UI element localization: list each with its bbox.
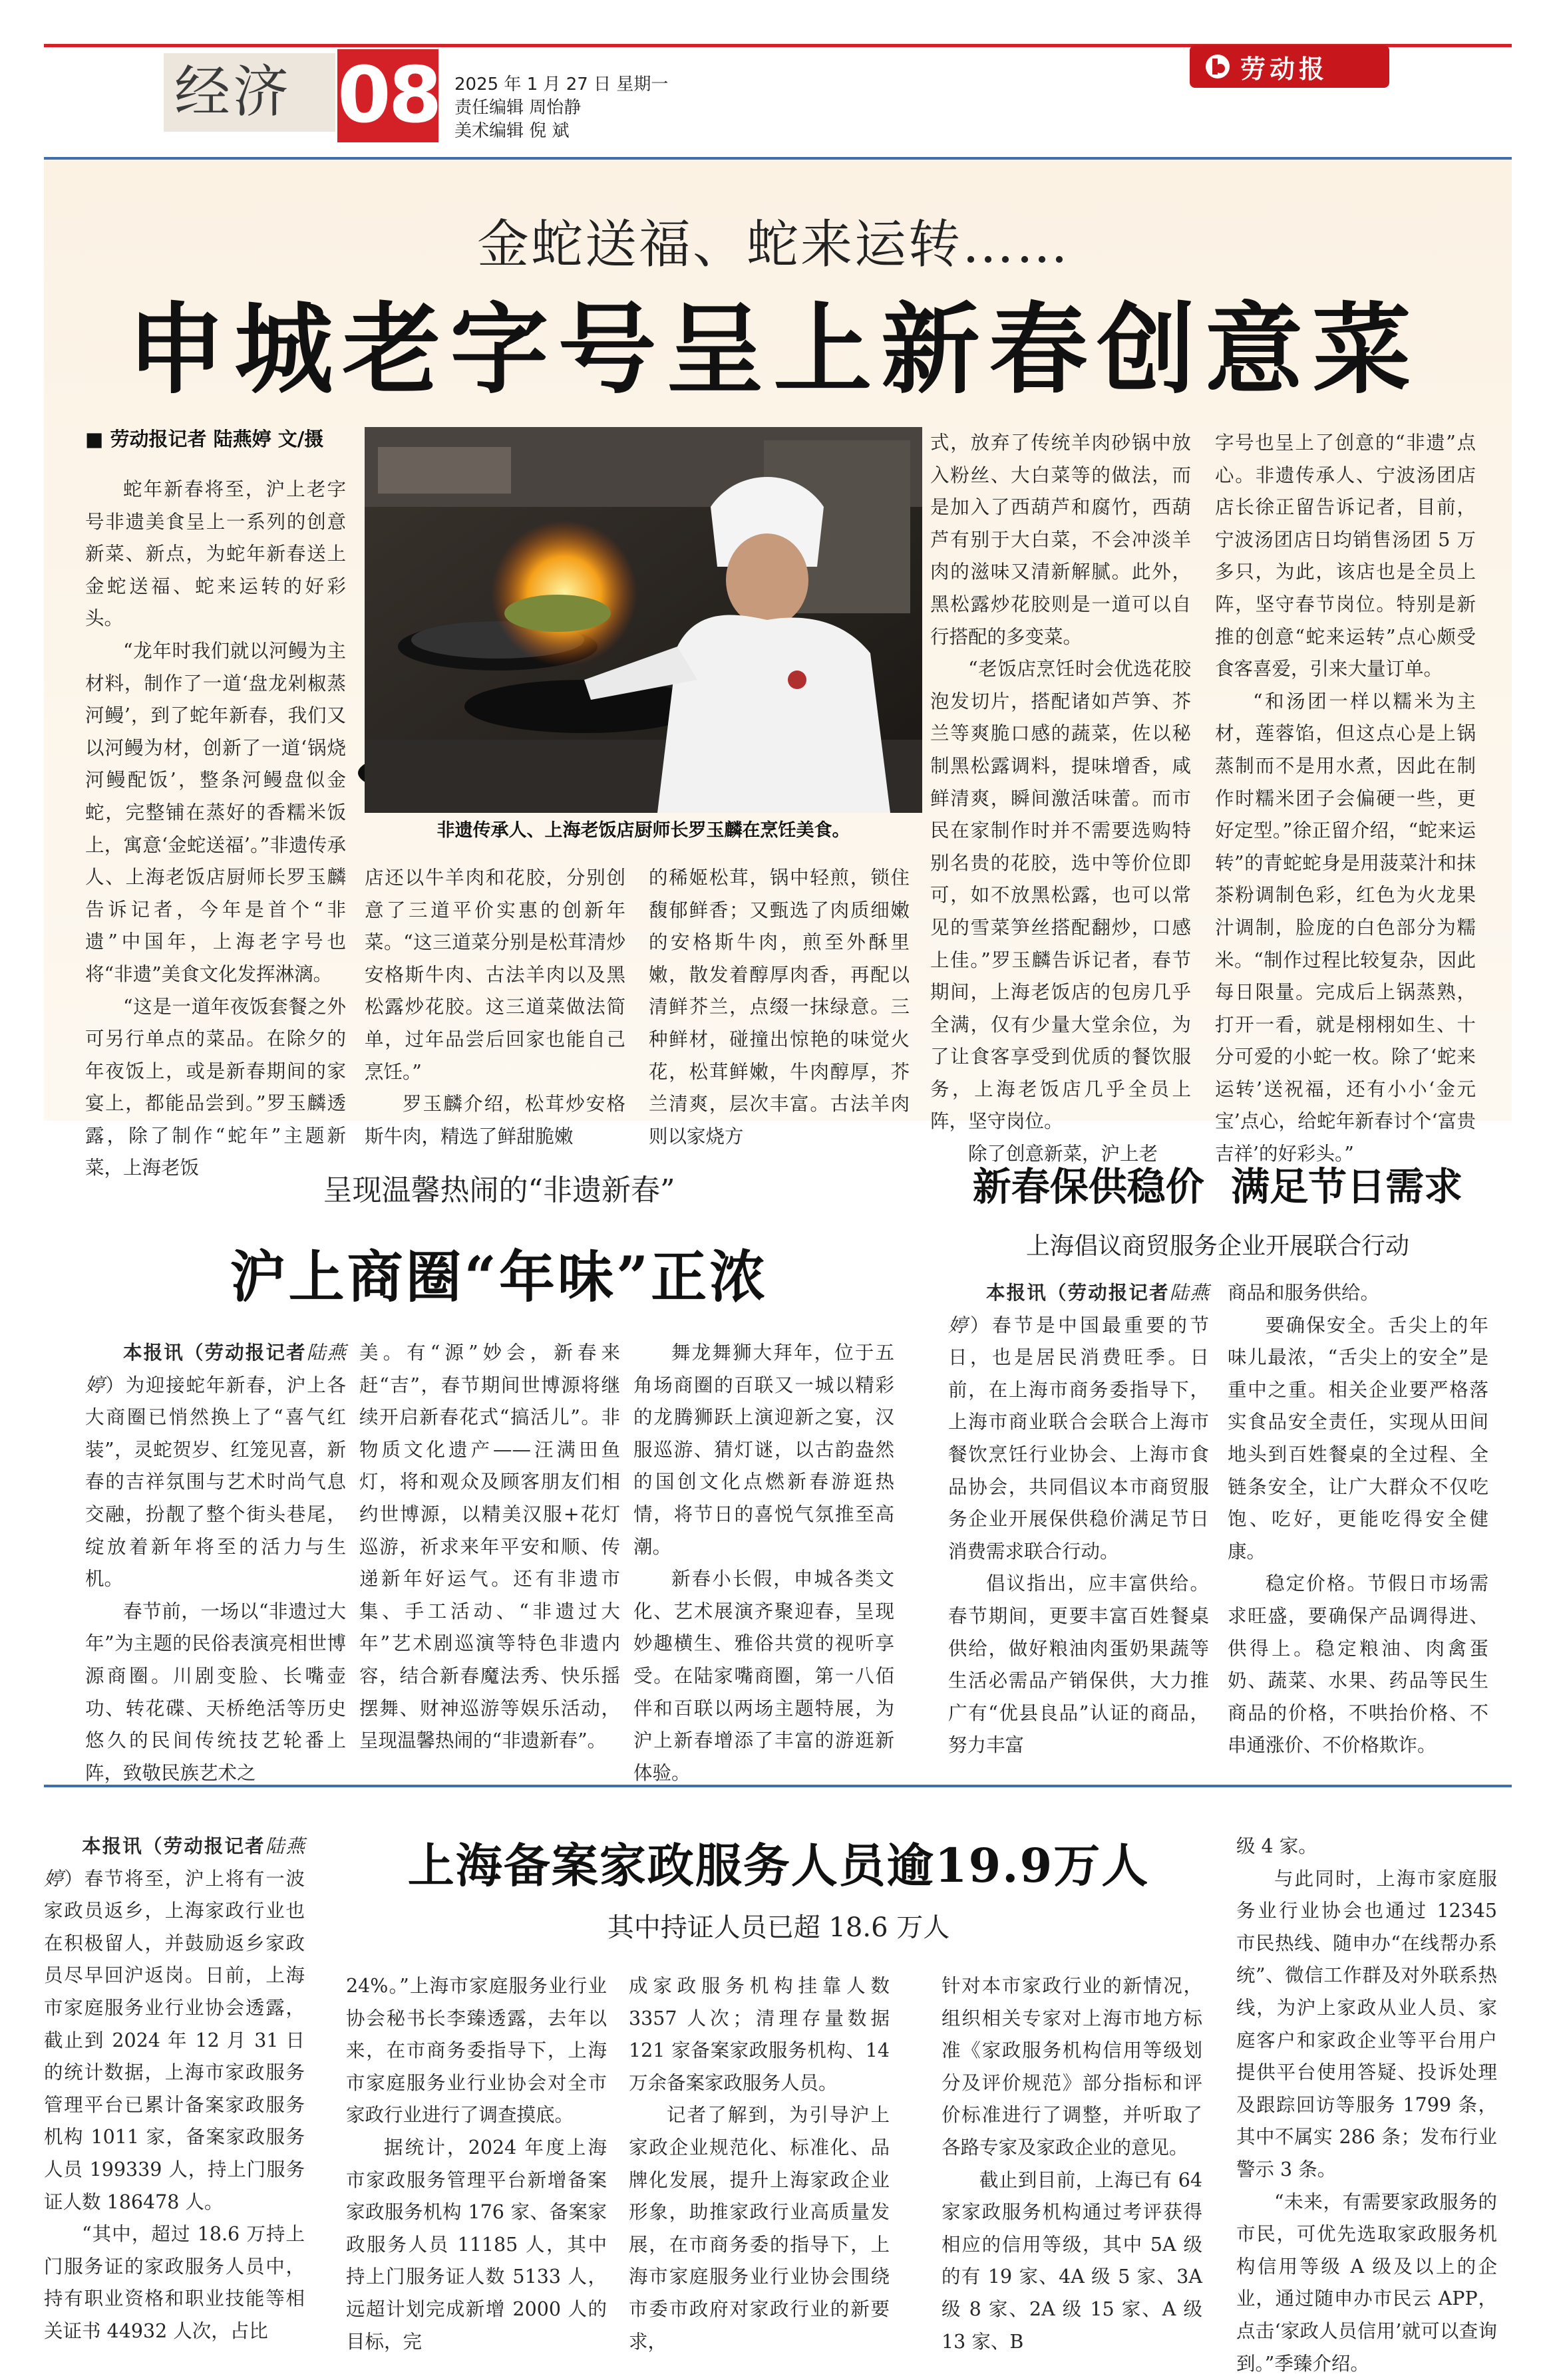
section-label: 经济 (174, 59, 292, 124)
page-number: 08 (337, 49, 438, 142)
paragraph: 据统计，2024 年度上海市家政服务管理平台新增备案家政服务机构 176 家、备案家政服务人员 11185 人，其中持上门服务证人数 5133 人，远超计划完成新增 2000 人的目标，完 (346, 2136, 607, 2353)
lead-col-3 (649, 862, 910, 1153)
paper-name: 劳动报 (1240, 53, 1329, 84)
header-editor: 责任编辑 周怡静 (454, 98, 582, 118)
logo-icon (1203, 52, 1232, 81)
paragraph: 蛇年新春将至，沪上老字号非遗美食呈上一系列的创意新菜、新点，为蛇年新春送上金蛇送福、蛇来运转的好彩头。 (85, 478, 346, 630)
article4-subhead: 其中持证人员已超 18.6 万人 (607, 1912, 950, 1943)
article2-byline: 本报讯（劳动报记者 (123, 1342, 307, 1364)
photo-caption: 非遗传承人、上海老饭店厨师长罗玉麟在烹饪美食。 (436, 820, 850, 841)
paragraph: 的稀姬松茸，锅中轻煎，锁住馥郁鲜香；又甄选了肉质细嫩的安格斯牛肉，煎至外酥里嫩，散发着醇厚肉香，再配以清鲜芥兰，点缀一抹绿意。三种鲜材，碰撞出惊艳的味觉火花，松茸鲜嫩，牛肉醇厚，芥兰清爽，层次丰富。古法羊肉则以家烧方 (649, 867, 910, 1147)
article4-byline-name: 陆燕婷 (44, 1835, 305, 1890)
article4-headline: 上海备案家政服务人员逾19.9万人 (407, 1838, 1150, 1893)
article3-headline: 新春保供稳价 满足节日需求 (972, 1164, 1463, 1209)
paragraph: “龙年时我们就以河鳗为主材料，制作了一道‘盘龙剁椒蒸河鳗’，到了蛇年新春，我们又以河鳗为材，创新了一道‘锅烧河鳗配饭’，整条河鳗盘似金蛇，完整铺在蒸好的香糯米饭上，寓意‘金蛇送福’。”非遗传承人、上海老饭店厨师长罗玉麟告诉记者，今年是首个“非遗”中国年，上海老字号也将“非遗”美食文化发挥淋漓。 (85, 639, 346, 985)
article2-byline-name: 陆燕婷 (85, 1342, 346, 1396)
paragraph: 商品和服务供给。 (1228, 1282, 1380, 1304)
lead-col-1 (85, 474, 346, 1185)
paragraph: 针对本市家政行业的新情况，组织相关专家对上海市地方标准《家政服务机构信用等级划分及评价规范》部分指标和评价标准进行了调整，并听取了各路专家及家政企业的意见。 (942, 1975, 1202, 2158)
lead-kicker: 金蛇送福、蛇来运转…… (476, 215, 1070, 275)
header-art-editor: 美术编辑 倪 斌 (454, 121, 570, 141)
paragraph: “老饭店烹饪时会优选花胶泡发切片，搭配诸如芦笋、芥兰等爽脆口感的蔬菜，佐以秘制黑松露调料，提味增香，咸鲜清爽，瞬间激活味蕾。而市民在家制作时并不需要选购特别名贵的花胶，选中等价位即可，如不放黑松露，也可以常见的雪菜笋丝搭配翻炒，口感上佳。”罗玉麟告诉记者，春节期间，上海老饭店的包房几乎全满，仅有少量大堂余位，为了让食客享受到优质的餐饮服务，上海老饭店几乎全员上阵，坚守岗位。 (930, 658, 1191, 1133)
lead-col-2 (365, 862, 625, 1153)
paragraph: “未来，有需要家政服务的市民，可优先选取家政服务机构信用等级 A 级及以上的企业，通过随申办市民云 APP，点击‘家政人员信用’就可以查询到。”季臻介绍。 (1236, 2190, 1497, 2375)
masthead-logo (1190, 45, 1389, 88)
lead-col-4 (930, 427, 1191, 1171)
paragraph: 除了创意新菜，沪上老 (968, 1143, 1158, 1165)
lead-col-5 (1215, 427, 1476, 1171)
article3-col-1 (948, 1277, 1209, 1762)
paragraph: 字号也呈上了创意的“非遗”点心。非遗传承人、宁波汤团店店长徐正留告诉记者，目前，宁波汤团店日均销售汤团 5 万多只，为此，该店也是全员上阵，坚守春节岗位。特别是新推的创意“蛇来运转”点心颇受食客喜爱，引来大量订单。 (1215, 432, 1476, 680)
article4-col-4 (942, 1970, 1202, 2358)
article2-col-2 (359, 1337, 620, 1757)
paragraph: 截止到目前，上海已有 64 家家政服务机构通过考评获得相应的信用等级，其中 5A 级的有 19 家、4A 级 5 家、3A 级 8 家、2A 级 15 家、A 级 13 家、B (942, 2168, 1202, 2353)
article2-col-1 (85, 1337, 346, 1789)
article4-col-1 (44, 1831, 305, 2348)
paragraph: 舞龙舞狮大拜年，位于五角场商圈的百联又一城以精彩的龙腾狮跃上演迎新之宴，汉服巡游、猜灯谜，以古韵盎然的国创文化点燃新春游逛热情，将节日的喜悦气氛推至高潮。 (633, 1342, 894, 1558)
section-divider (44, 1785, 1512, 1787)
lead-headline: 申城老字号呈上新春创意菜 (126, 291, 1421, 407)
paragraph: 新春小长假，申城各类文化、艺术展演齐聚迎春，呈现妙趣横生、雅俗共赏的视听享受。在陆家嘴商圈，第一八佰伴和百联以两场主题特展，为沪上新春增添了丰富的游逛新体验。 (633, 1568, 894, 1784)
paragraph: 级 4 家。 (1236, 1835, 1317, 1857)
paragraph: 罗玉麟介绍，松茸炒安格斯牛肉，精选了鲜甜脆嫩 (365, 1093, 625, 1147)
paragraph: “和汤团一样以糯米为主材，莲蓉馅，但这点心是上锅蒸制而不是用水煮，因此在制作时糯米团子会偏硬一些，更好定型。”徐正留介绍，“蛇来运转”的青蛇蛇身是用菠菜汁和抹茶粉调制色彩，红色为火龙果汁调制，脸庞的白色部分为糯米。“制作过程比较复杂，因此每日限量。完成后上锅蒸熟，打开一看，就是栩栩如生、十分可爱的小蛇一枚。除了‘蛇来运转’送祝福，还有小小‘金元宝’点心，给蛇年新春讨个‘富贵吉祥’的好彩头。” (1215, 690, 1476, 1165)
chef-photo (365, 427, 922, 813)
paragraph: 成家政服务机构挂靠人数 3357 人次；清理存量数据 121 家备案家政服务机构、14 万余备案家政服务人员。 (629, 1975, 890, 2094)
article2-kicker: 呈现温馨热闹的“非遗新春” (323, 1173, 675, 1207)
article2-col-3 (633, 1337, 894, 1789)
paragraph: 与此同时，上海市家庭服务业行业协会也通过 12345 市民热线、随申办“在线帮办系统”、微信工作群及对外联系热线，为沪上家政从业人员、家庭客户和家政企业等平台用户提供平台使用答疑、投诉处理及跟踪回访等服务 1799 条，其中不属实 286 条；发布行业警示 3 条。 (1236, 1867, 1497, 2180)
chef-cooking-image (365, 427, 922, 813)
lead-byline: ■ 劳动报记者 陆燕婷 文/摄 (85, 428, 324, 450)
article3-byline-name: 陆燕婷 (948, 1282, 1209, 1336)
paragraph: 24%。”上海市家庭服务业行业协会秘书长李臻透露，去年以来，在市商务委指导下，上海市家庭服务业行业协会对全市家政行业进行了调查摸底。 (346, 1975, 607, 2127)
article3-byline: 本报讯（劳动报记者 (986, 1282, 1170, 1304)
article2-headline: 沪上商圈“年味”正浓 (230, 1244, 769, 1310)
article3-subhead: 上海倡议商贸服务企业开展联合行动 (1025, 1233, 1409, 1260)
paragraph: 本报讯（劳动报记者陆燕婷）为迎接蛇年新春，沪上各大商圈已悄然换上了“喜气红装”，灵蛇贺岁、红笼见喜，新春的吉祥氛围与艺术时尚气息交融，扮靓了整个街头巷尾，绽放着新年将至的活力与生机。 (85, 1342, 346, 1590)
article4-byline: 本报讯（劳动报记者 (82, 1835, 265, 1857)
paragraph: 店还以牛羊肉和花胶，分别创意了三道平价实惠的创新年菜。“这三道菜分别是松茸清炒安格斯牛肉、古法羊肉以及黑松露炒花胶。这三道菜做法简单，过年品尝后回家也能自己烹饪。” (365, 867, 625, 1083)
paragraph: 春节前，一场以“非遗过大年”为主题的民俗表演亮相世博源商圈。川剧变脸、长嘴壶功、转花碟、天桥绝活等历史悠久的民间传统技艺轮番上阵，致敬民族艺术之 (85, 1600, 346, 1784)
paragraph: 美。有“源”妙会，新春来赶“吉”，春节期间世博源将继续开启新春花式“搞活儿”。非物质文化遗产——汪满田鱼灯，将和观众及顾客朋友们相约世博源，以精美汉服+花灯巡游，祈求来年平安和顺、传递新年好运气。还有非遗市集、手工活动、“非遗过大年”艺术剧巡演等特色非遗内容，结合新春魔法秀、快乐摇摆舞、财神巡游等娱乐活动，呈现温馨热闹的“非遗新春”。 (359, 1342, 620, 1752)
paragraph: “其中，超过 18.6 万持上门服务证的家政服务人员中，持有职业资格和职业技能等相关证书 44932 人次，占比 (44, 2223, 305, 2342)
paragraph: 式，放弃了传统羊肉砂锅中放入粉丝、大白菜等的做法，而是加入了西葫芦和腐竹，西葫芦有别于大白菜，不会冲淡羊肉的滋味又清新解腻。此外，黑松露炒花胶则是一道可以自行搭配的多变菜。 (930, 432, 1191, 648)
paragraph: 本报讯（劳动报记者陆燕婷）春节是中国最重要的节日，也是居民消费旺季。日前，在上海市商务委指导下，上海市商业联合会联合上海市餐饮烹饪行业协会、上海市食品协会，共同倡议本市商贸服务企业开展保供稳价满足节日消费需求联合行动。 (948, 1282, 1209, 1562)
paragraph: 稳定价格。节假日市场需求旺盛，要确保产品调得进、供得上。稳定粮油、肉禽蛋奶、蔬菜、水果、药品等民生商品的价格，不哄抬价格、不串通涨价、不价格欺诈。 (1228, 1572, 1488, 1757)
paragraph: 倡议指出，应丰富供给。春节期间，更要丰富百姓餐桌供给，做好粮油肉蛋奶果蔬等生活必需品产销保供，大力推广有“优县良品”认证的商品，努力丰富 (948, 1572, 1209, 1757)
paragraph: 要确保安全。舌尖上的年味儿最浓，“舌尖上的安全”是重中之重。相关企业要严格落实食品安全责任，实现从田间地头到百姓餐桌的全过程、全链条安全，让广大群众不仅吃饱、吃好，更能吃得安全健康。 (1228, 1314, 1488, 1562)
article4-col-3 (629, 1970, 890, 2358)
header-date: 2025 年 1 月 27 日 星期一 (454, 74, 669, 94)
paragraph: 记者了解到，为引导沪上家政企业规范化、标准化、品牌化发展，提升上海家政企业形象，助推家政行业高质量发展，在市商务委的指导下，上海市家庭服务业行业协会围绕市委市政府对家政行业的新要求， (629, 2104, 890, 2353)
article3-col-2 (1228, 1277, 1488, 1762)
paragraph: “这是一道年夜饭套餐之外可另行单点的菜品。在除夕的年夜饭上，或是新春期间的家宴上，都能品尝到。”罗玉麟透露，除了制作“蛇年”主题新菜，上海老饭 (85, 995, 346, 1179)
article4-col-5 (1236, 1831, 1497, 2380)
article4-col-2 (346, 1970, 607, 2358)
paragraph: 本报讯（劳动报记者陆燕婷）春节将至，沪上将有一波家政员返乡，上海家政行业也在积极留人，并鼓励返乡家政员尽早回沪返岗。日前，上海市家庭服务业行业协会透露，截止到 2024 年 12 月 31 日的统计数据，上海市家政服务管理平台已累计备案家政服务机构 1011 家，备案家政服务人员 199339 人，持上门服务证人数 186478 人。 (44, 1835, 305, 2213)
